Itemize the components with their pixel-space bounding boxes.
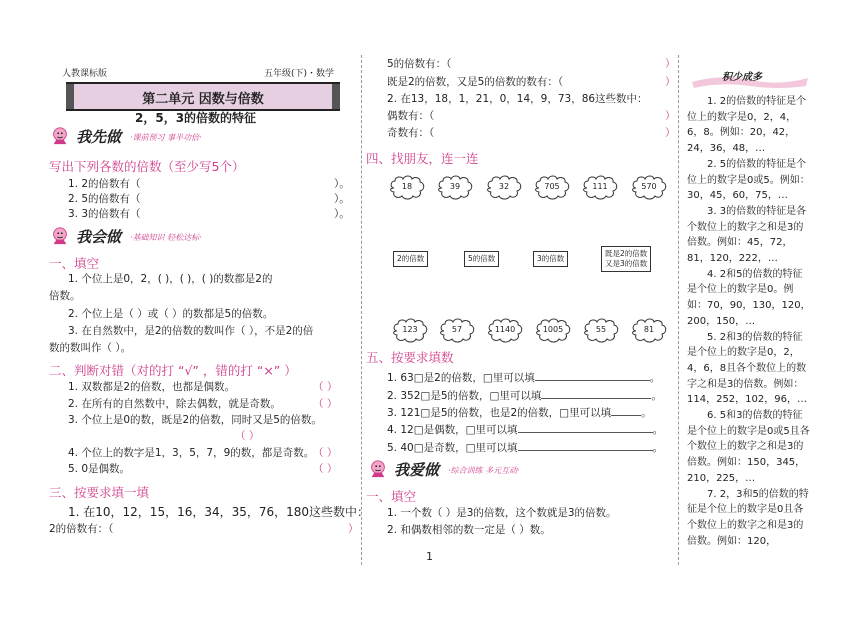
category-box-3-multiples[interactable]: 3的倍数 bbox=[533, 251, 568, 267]
judge-paren-3: （ ） bbox=[235, 430, 260, 442]
judge-paren-5: （ ） bbox=[313, 463, 338, 475]
child-mascot-icon bbox=[48, 126, 72, 146]
category-box-5-multiples[interactable]: 5的倍数 bbox=[464, 251, 499, 267]
cloud-top-4-label: 705 bbox=[544, 182, 560, 191]
answer-line[interactable] bbox=[611, 405, 641, 416]
cloud-top-3-label: 32 bbox=[498, 182, 510, 191]
sidebar-notes bbox=[687, 94, 811, 549]
even-close: ） bbox=[665, 110, 676, 122]
sidebar-title: 积少成多 bbox=[722, 72, 762, 83]
cloud-top-3[interactable] bbox=[485, 175, 523, 201]
cloud-bottom-1-label: 123 bbox=[402, 325, 418, 334]
pre-item-2-close: ）。 bbox=[334, 193, 350, 205]
pre-item-1: 1. 2的倍数有（ bbox=[68, 178, 141, 190]
section-fill-by-rule-heading: 三、按要求填一填 bbox=[49, 485, 150, 500]
judge-item-1: 1. 双数都是2的倍数，也都是偶数。 bbox=[68, 381, 236, 393]
rule-q1-two-multiples-close: ） bbox=[348, 523, 359, 535]
banner-basic-slogan: ·基础知识 轻松达标· bbox=[130, 233, 202, 242]
cloud-top-5-label: 111 bbox=[592, 182, 608, 191]
judge-paren-4: （ ） bbox=[313, 447, 338, 459]
unit-title: 第二单元 因数与倍数 bbox=[142, 92, 264, 107]
comp-q1: 1. 一个数（ ）是3的倍数，这个数就是3的倍数。 bbox=[387, 507, 617, 519]
child-mascot-icon bbox=[48, 226, 72, 246]
section-judge-heading: 二、判断对错（对的打 “√” ，错的打 “×” ） bbox=[49, 363, 297, 378]
column-divider-1 bbox=[361, 55, 362, 565]
note-3: 3. 3的倍数的特征是各个数位上的数字之和是3的倍数。例如：45，72，81，120，222，… bbox=[687, 205, 807, 265]
fill-q2: 2. 个位上是（ ）或（ ）的数都是5的倍数。 bbox=[68, 308, 274, 320]
cloud-bottom-1[interactable] bbox=[391, 318, 429, 344]
cloud-bottom-2-label: 57 bbox=[451, 325, 463, 334]
cloud-top-6[interactable] bbox=[630, 175, 668, 201]
judge-paren-1: （ ） bbox=[313, 381, 338, 393]
cloud-bottom-3-label: 1140 bbox=[494, 325, 516, 334]
cloud-bottom-4[interactable] bbox=[534, 318, 572, 344]
digit-item-2: 2. 352□是5的倍数，□里可以填 。 bbox=[387, 390, 662, 402]
cloud-top-1-label: 18 bbox=[401, 182, 413, 191]
odd-line: 奇数有：（ bbox=[387, 127, 435, 139]
fill-q3-line2: 数的数叫作（ ）。 bbox=[49, 342, 132, 354]
judge-paren-2: （ ） bbox=[313, 398, 338, 410]
answer-line[interactable] bbox=[518, 422, 653, 433]
unit-title-box bbox=[66, 82, 340, 111]
digit-item-3: 3. 121□是5的倍数，也是2的倍数，□里可以填 。 bbox=[387, 407, 652, 419]
judge-item-3: 3. 个位上是0的数，既是2的倍数，同时又是5的倍数。 bbox=[68, 414, 322, 426]
note-1: 1. 2的倍数的特征是个位上的数字是0，2，4，6，8。例如：20，42，24，36，48，… bbox=[687, 96, 807, 155]
child-mascot-icon bbox=[366, 459, 390, 479]
cloud-bottom-5-label: 55 bbox=[595, 325, 607, 334]
category-box-2-multiples[interactable]: 2的倍数 bbox=[393, 251, 428, 267]
note-4: 4. 2和5的倍数的特征是个位上的数字是0。例如：70，90，130，120，200，150，… bbox=[687, 268, 811, 327]
answer-line[interactable] bbox=[541, 388, 651, 399]
grade-label: 五年级(下)・数学 bbox=[264, 69, 335, 79]
both-multiples-close: ） bbox=[665, 76, 676, 88]
rule-q1: 1. 在10，12，15，16，34，35，76，180这些数中： bbox=[68, 505, 370, 519]
fill-q1-line2: 倍数。 bbox=[49, 290, 81, 302]
section-fill-heading: 一、填空 bbox=[49, 256, 100, 271]
odd-close: ） bbox=[665, 127, 676, 139]
section-matching-heading: 四、找朋友，连一连 bbox=[366, 151, 479, 166]
banner-comprehensive bbox=[366, 459, 606, 481]
edition-label: 人教课标版 bbox=[62, 69, 108, 79]
rule-q1-two-multiples: 2的倍数有：（ bbox=[49, 523, 114, 535]
banner-pre-study bbox=[48, 126, 288, 148]
pre-item-1-close: ）。 bbox=[334, 178, 350, 190]
column-divider-2 bbox=[678, 55, 679, 565]
judge-item-2: 2. 在所有的自然数中，除去偶数，就是奇数。 bbox=[68, 398, 281, 410]
both-multiples-line: 既是2的倍数，又是5的倍数的数有：（ bbox=[387, 76, 564, 88]
note-7: 7. 2，3和5的倍数的特征是个位上的数字是0且各个数位上的数字之和是3的倍数。例如：120， bbox=[687, 488, 809, 547]
banner-comprehensive-title: 我爱做 bbox=[394, 461, 440, 479]
fill-q3-line1: 3. 在自然数中，是2的倍数的数叫作（ ），不是2的倍 bbox=[68, 325, 314, 337]
pre-item-3: 3. 3的倍数有（ bbox=[68, 208, 141, 220]
cloud-top-1[interactable] bbox=[388, 175, 426, 201]
answer-line[interactable] bbox=[535, 370, 650, 381]
cloud-bottom-6-label: 81 bbox=[643, 325, 655, 334]
cloud-top-2-label: 39 bbox=[449, 182, 461, 191]
five-multiples-line: 5的倍数有：（ bbox=[387, 58, 452, 70]
digit-item-4: 4. 12□是偶数，□里可以填 。 bbox=[387, 424, 664, 436]
judge-item-4: 4. 个位上的数字是1，3，5，7，9的数，都是奇数。 bbox=[68, 447, 315, 459]
five-multiples-close: ） bbox=[665, 58, 676, 70]
cloud-top-5[interactable] bbox=[581, 175, 619, 201]
cloud-top-4[interactable] bbox=[533, 175, 571, 201]
banner-comprehensive-slogan: ·综合训练 多元互动· bbox=[448, 466, 520, 475]
lesson-title: 2，5，3的倍数的特征 bbox=[135, 111, 257, 125]
banner-basic-title: 我会做 bbox=[76, 228, 122, 246]
pre-item-2: 2. 5的倍数有（ bbox=[68, 193, 141, 205]
comp-q2: 2. 和偶数相邻的数一定是（ ）数。 bbox=[387, 524, 551, 536]
cloud-bottom-3[interactable] bbox=[486, 318, 524, 344]
fill-q1-line1: 1. 个位上是0，2，( )，( )，( )的数都是2的 bbox=[68, 273, 273, 285]
note-5: 5. 2和3的倍数的特征是个位上的数字是0，2，4，6，8且各个数位上的数字之和是3的倍数。例如：114，252，102，96，… bbox=[687, 331, 807, 406]
section-fill-digits-heading: 五、按要求填数 bbox=[366, 350, 454, 365]
cloud-bottom-2[interactable] bbox=[438, 318, 476, 344]
cloud-bottom-6[interactable] bbox=[630, 318, 668, 344]
note-2: 2. 5的倍数的特征是个位上的数字是0或5。例如：30，45，60，75，… bbox=[687, 158, 810, 202]
digit-item-5: 5. 40□是奇数，□里可以填 。 bbox=[387, 442, 664, 454]
cloud-bottom-4-label: 1005 bbox=[542, 325, 564, 334]
banner-pre-study-slogan: ·课前预习 事半功倍· bbox=[130, 133, 202, 142]
even-line: 偶数有：（ bbox=[387, 110, 435, 122]
digit-item-1: 1. 63□是2的倍数，□里可以填 。 bbox=[387, 372, 661, 384]
banner-pre-study-title: 我先做 bbox=[76, 128, 122, 146]
section-fill-2-heading: 一、填空 bbox=[366, 489, 417, 504]
rule-q2: 2. 在13，18，1，21，0，14，9，73，86这些数中： bbox=[387, 93, 648, 105]
cloud-top-6-label: 570 bbox=[641, 182, 657, 191]
answer-line[interactable] bbox=[518, 440, 653, 451]
cloud-bottom-5[interactable] bbox=[582, 318, 620, 344]
pre-study-heading: 写出下列各数的倍数（至少写5个） bbox=[49, 159, 245, 174]
cloud-top-2[interactable] bbox=[436, 175, 474, 201]
pre-item-3-close: ）。 bbox=[334, 208, 350, 220]
note-6: 6. 5和3的倍数的特征是个位上的数字是0或5且各个数位上的数字之和是3的倍数。例如：150，345，210，225，… bbox=[687, 410, 810, 484]
judge-item-5: 5. 0是偶数。 bbox=[68, 463, 131, 475]
category-box-2-and-3-multiples[interactable]: 既是2的倍数 又是3的倍数 bbox=[601, 246, 651, 272]
banner-basic bbox=[48, 226, 288, 248]
page-number: 1 bbox=[426, 550, 433, 563]
